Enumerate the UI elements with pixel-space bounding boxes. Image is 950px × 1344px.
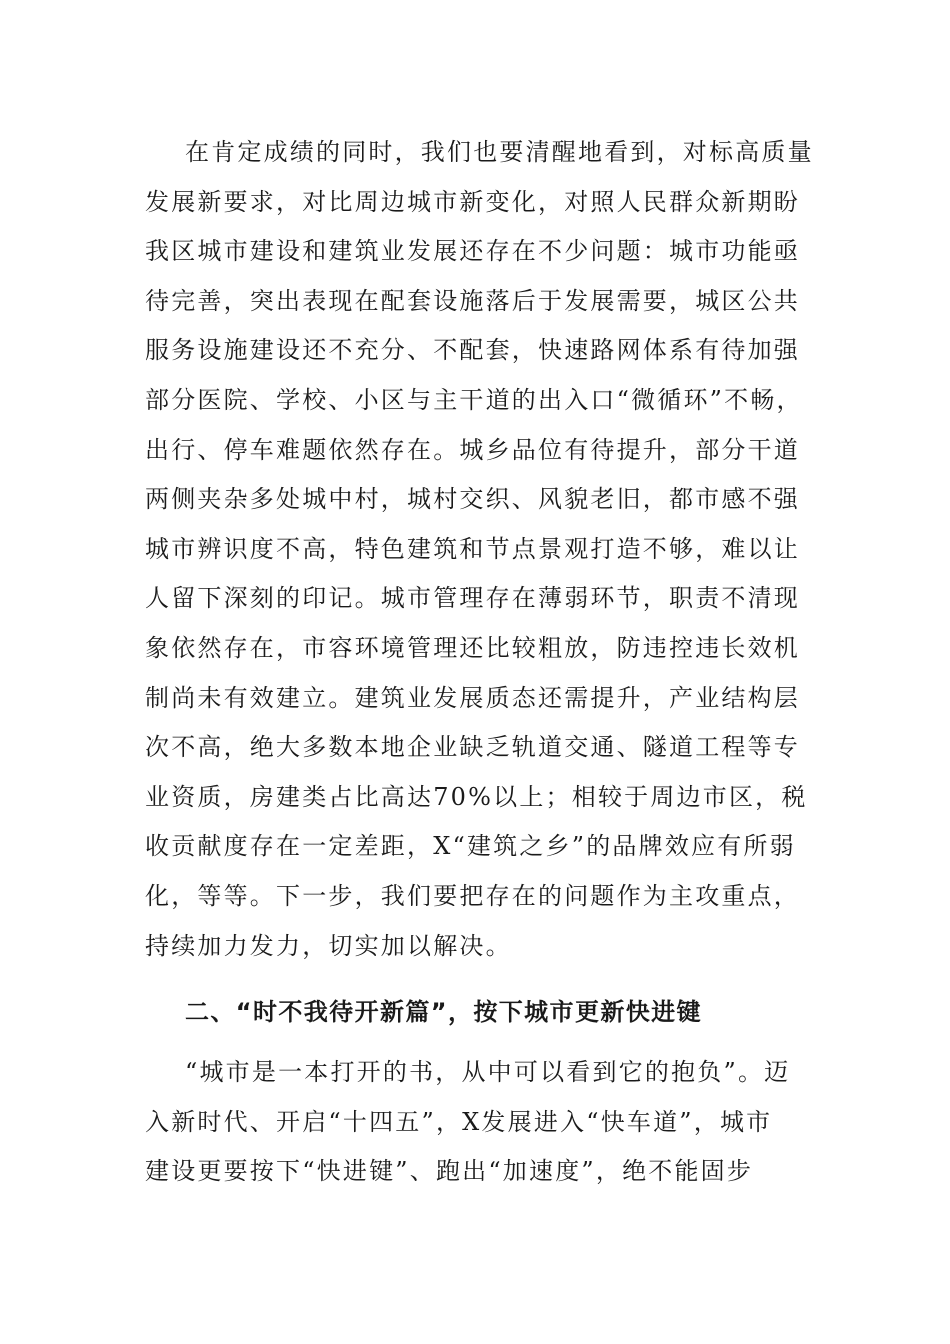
paragraph-line: 象依然存在，市容环境管理还比较粗放，防违控违长效机 (145, 633, 800, 662)
paragraph-line: 入新时代、开启“十四五”，X发展进入“快车道”，城市 (145, 1107, 773, 1136)
paragraph-line: 出行、停车难题依然存在。城乡品位有待提升，部分干道 (145, 435, 800, 464)
paragraph-line: 建设更要按下“快进键”、跑出“加速度”，绝不能固步 (145, 1157, 754, 1186)
paragraph-line: 部分医院、学校、小区与主干道的出入口“微循环”不畅， (145, 385, 803, 414)
paragraph-line: 两侧夹杂多处城中村，城村交织、风貌老旧，都市感不强 (145, 485, 800, 514)
paragraph-line: 发展新要求，对比周边城市新变化，对照人民群众新期盼 (145, 187, 800, 216)
paragraph-line: 业资质，房建类占比高达70%以上；相较于周边市区，税 (145, 782, 808, 811)
paragraph-line: 在肯定成绩的同时，我们也要清醒地看到，对标高质量 (185, 138, 814, 166)
paragraph-line: 人留下深刻的印记。城市管理存在薄弱环节，职责不清现 (145, 584, 800, 613)
paragraph-line: 化，等等。下一步，我们要把存在的问题作为主攻重点， (145, 881, 800, 910)
paragraph-2 (145, 1048, 825, 1197)
paragraph-line: “城市是一本打开的书，从中可以看到它的抱负”。迈 (185, 1058, 791, 1086)
section-heading: 二、“时不我待开新篇”，按下城市更新快进键 (185, 998, 702, 1026)
paragraph-line: 收贡献度存在一定差距，X“建筑之乡”的品牌效应有所弱 (145, 832, 796, 861)
paragraph-line: 城市辨识度不高，特色建筑和节点景观打造不够，难以让 (145, 534, 800, 563)
paragraph-line: 我区城市建设和建筑业发展还存在不少问题：城市功能亟 (145, 237, 800, 266)
paragraph-1 (145, 128, 825, 971)
paragraph-line: 制尚未有效建立。建筑业发展质态还需提升，产业结构层 (145, 683, 800, 712)
paragraph-line: 持续加力发力，切实加以解决。 (145, 931, 512, 960)
paragraph-line: 待完善，突出表现在配套设施落后于发展需要，城区公共 (145, 286, 800, 315)
paragraph-line: 服务设施建设还不充分、不配套，快速路网体系有待加强 (145, 336, 800, 365)
paragraph-line: 次不高，绝大多数本地企业缺乏轨道交通、隧道工程等专 (145, 733, 800, 762)
